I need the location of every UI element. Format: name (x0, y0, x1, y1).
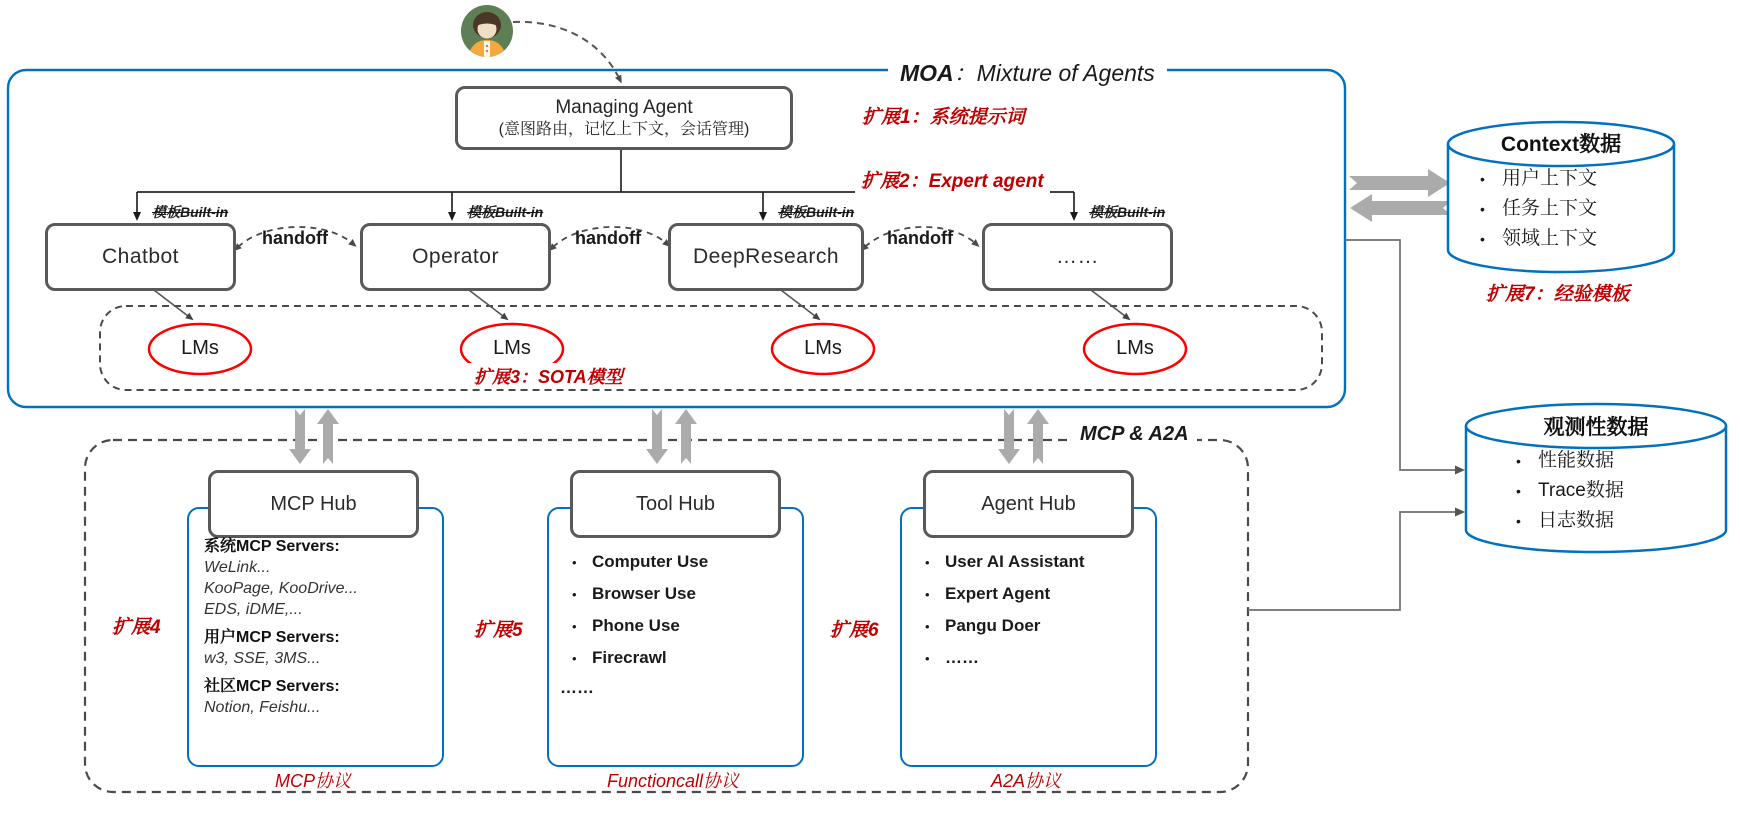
lms-label: LMs (804, 337, 842, 359)
observability-item-label: Trace数据 (1538, 480, 1624, 501)
bullet-icon: • (572, 554, 577, 570)
annotation-ext7: 扩展7：经验模板 (1486, 284, 1630, 305)
agent-box-deepresearch (668, 223, 864, 291)
observability-item-label: 日志数据 (1538, 510, 1615, 531)
lms-label: LMs (493, 337, 531, 359)
bullet-icon: • (572, 618, 577, 634)
user-avatar-icon (461, 5, 513, 58)
handoff-label: handoff (887, 228, 953, 248)
bullet-icon: • (572, 586, 577, 602)
observability-item (1516, 446, 1624, 476)
agent-label: …… (1056, 245, 1099, 268)
bullet-icon: • (925, 618, 930, 634)
agent-box-chatbot (45, 223, 236, 291)
mcp-section-system (204, 536, 436, 620)
bullet-icon: • (925, 586, 930, 602)
agent-item-label: Expert Agent (945, 584, 1051, 603)
bullet-icon: • (1480, 231, 1485, 247)
agent-item-label: User AI Assistant (945, 552, 1085, 571)
agent-box-more (982, 223, 1173, 291)
handoff-label: handoff (262, 228, 328, 248)
annotation-ext5: 扩展5 (474, 620, 523, 641)
tool-item (572, 546, 708, 578)
agent-label: Chatbot (101, 245, 180, 268)
agent-label: Operator (412, 245, 499, 268)
annotation-ext4: 扩展4 (112, 617, 161, 638)
bullet-icon: • (925, 554, 930, 570)
bullet-icon: • (925, 650, 930, 666)
tool-item-label: Browser Use (592, 584, 696, 603)
handoff-label: handoff (575, 228, 641, 248)
tool-item (572, 578, 708, 610)
tool-hub-box (570, 470, 781, 538)
lms-label: LMs (181, 337, 219, 359)
mcp-section-heading: 系统MCP Servers: (204, 538, 340, 555)
mcp-server-item: w3, SSE, 3MS... (204, 650, 321, 667)
tool-item-label: Computer Use (592, 552, 709, 571)
protocol-label-functioncall: Functioncall协议 (606, 771, 740, 791)
moa-hub-flow-arrows (289, 409, 1049, 464)
agent-item (925, 642, 1085, 674)
context-item (1480, 224, 1597, 254)
agent-label: DeepResearch (692, 245, 840, 268)
hub-title: Agent Hub (981, 492, 1076, 515)
mcp-a2a-zone-label: MCP & A2A (1072, 423, 1197, 446)
agent-item (925, 546, 1085, 578)
context-item (1480, 164, 1597, 194)
observability-item (1516, 476, 1624, 506)
bullet-icon: • (1480, 201, 1485, 217)
bullet-icon: • (1480, 171, 1485, 187)
agent-list (925, 546, 1085, 674)
moa-title (888, 55, 1167, 88)
observability-item (1516, 506, 1624, 536)
agent-box-operator (360, 223, 551, 291)
agent-item-label: Pangu Doer (945, 616, 1041, 635)
agent-to-lms-arrows (150, 287, 1125, 316)
bullet-icon: • (1516, 483, 1521, 499)
mcp-server-item: EDS, iDME,... (204, 601, 303, 618)
agent-item-label: …… (945, 648, 979, 667)
hub-title: Tool Hub (636, 492, 715, 515)
tool-list-more: …… (560, 678, 594, 697)
bullet-icon: • (1516, 453, 1521, 469)
bullet-icon: • (572, 650, 577, 666)
protocol-label-a2a: A2A协议 (990, 771, 1062, 791)
managing-agent-subtitle: (意图路由，记忆上下文，会话管理) (498, 120, 750, 138)
builtin-template-label: 模板Built-in (467, 204, 544, 220)
context-datastore-title: Context数据 (1500, 133, 1622, 156)
agent-item (925, 578, 1085, 610)
observability-item-label: 性能数据 (1538, 450, 1615, 471)
context-item-label: 任务上下文 (1502, 198, 1598, 219)
mcp-servers-list (204, 536, 436, 725)
tool-item-label: Phone Use (592, 616, 680, 635)
context-datastore-items (1480, 164, 1597, 254)
lms-label: LMs (1116, 337, 1154, 359)
mcp-section-heading: 用户MCP Servers: (204, 629, 340, 646)
protocol-label-mcp: MCP协议 (275, 771, 351, 791)
moa-title-bold: MOA (900, 60, 954, 86)
tool-item-label: Firecrawl (592, 648, 667, 667)
agent-hub-box (923, 470, 1134, 538)
managing-agent-box (455, 86, 793, 150)
annotation-ext6: 扩展6 (830, 620, 879, 641)
agent-item (925, 610, 1085, 642)
builtin-template-label: 模板Built-in (778, 204, 855, 220)
observability-datastore-title: 观测性数据 (1543, 416, 1649, 439)
mcp-section-heading: 社区MCP Servers: (204, 678, 340, 695)
mcp-hub-box (208, 470, 419, 538)
annotation-ext2: 扩展2：Expert agent (855, 166, 1050, 193)
hub-title: MCP Hub (270, 492, 357, 515)
context-item-label: 领域上下文 (1502, 228, 1598, 249)
builtin-template-label: 模板Built-in (1089, 204, 1166, 220)
mcp-server-item: Notion, Feishu... (204, 699, 321, 716)
tool-item (572, 610, 708, 642)
tool-list (572, 546, 708, 674)
lms-ellipses (149, 324, 1186, 374)
bullet-icon: • (1516, 513, 1521, 529)
builtin-template-label: 模板Built-in (152, 204, 229, 220)
moa-context-flow-arrows (1349, 169, 1451, 222)
context-item-label: 用户上下文 (1502, 168, 1598, 189)
mcp-section-community (204, 676, 436, 718)
mcp-section-user (204, 627, 436, 669)
annotation-ext3: 扩展3：SOTA模型 (468, 363, 629, 389)
mcp-server-item: WeLink... (204, 559, 271, 576)
moa-title-rest: ：Mixture of Agents (953, 60, 1155, 86)
tool-item (572, 642, 708, 674)
context-item (1480, 194, 1597, 224)
mcp-server-item: KooPage, KooDrive... (204, 580, 358, 597)
managing-agent-title: Managing Agent (555, 97, 693, 119)
observability-datastore-items (1516, 446, 1624, 536)
annotation-ext1: 扩展1：系统提示词 (862, 107, 1025, 128)
observability-connectors (1248, 240, 1456, 610)
